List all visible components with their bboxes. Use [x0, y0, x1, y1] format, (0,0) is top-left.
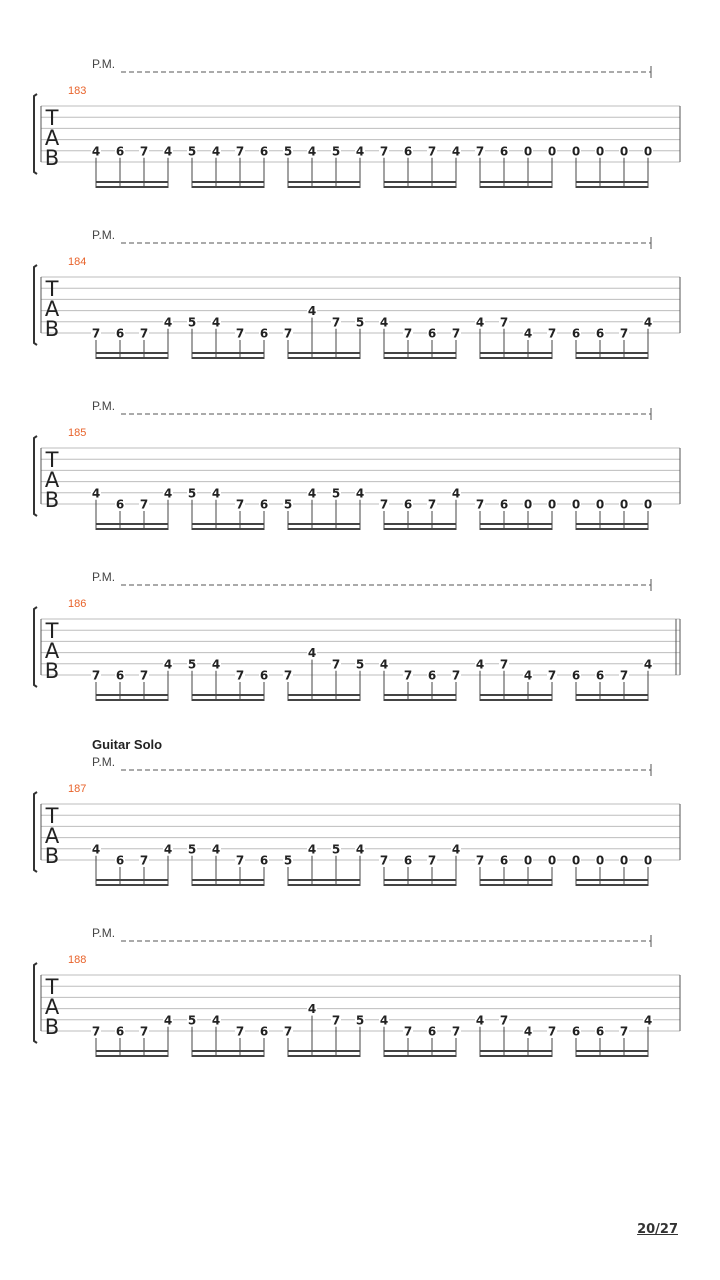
beam [288, 884, 360, 886]
fret-number: 6 [427, 326, 437, 341]
palm-mute-label: P.M. [92, 228, 116, 242]
fret-number: 4 [307, 646, 317, 661]
beam [288, 528, 360, 530]
fret-number: 4 [451, 842, 461, 857]
fret-number: 4 [355, 842, 365, 857]
palm-mute-label: P.M. [92, 57, 116, 71]
beam [288, 879, 360, 881]
fret-number: 7 [619, 668, 629, 683]
fret-number: 7 [235, 326, 245, 341]
beam [384, 1050, 456, 1052]
fret-number: 4 [211, 144, 221, 159]
fret-number: 4 [91, 486, 101, 501]
tab-clef-letter: A [44, 639, 60, 663]
beam [576, 357, 648, 359]
beam [288, 699, 360, 701]
beam [96, 528, 168, 530]
beam [192, 186, 264, 188]
fret-number: 4 [451, 486, 461, 501]
beam [96, 879, 168, 881]
beam [96, 699, 168, 701]
fret-number: 6 [499, 853, 509, 868]
fret-number: 7 [547, 668, 557, 683]
fret-number: 4 [163, 657, 173, 672]
tab-clef-letter: A [44, 297, 60, 321]
fret-number: 0 [595, 144, 605, 159]
fret-number: 7 [427, 144, 437, 159]
beam [480, 181, 552, 183]
beam [384, 699, 456, 701]
fret-number: 5 [187, 315, 197, 330]
fret-number: 0 [547, 853, 557, 868]
fret-number: 7 [283, 668, 293, 683]
fret-number: 7 [619, 1024, 629, 1039]
beam [576, 1050, 648, 1052]
tab-system [34, 57, 680, 188]
tab-clef-letter: B [44, 659, 60, 683]
beam [96, 1050, 168, 1052]
beam [192, 884, 264, 886]
fret-number: 0 [571, 497, 581, 512]
tab-system [34, 570, 680, 701]
beam [384, 523, 456, 525]
beam [288, 181, 360, 183]
fret-number: 4 [307, 144, 317, 159]
beam [480, 352, 552, 354]
fret-number: 0 [619, 497, 629, 512]
measure-number: 188 [68, 954, 87, 966]
fret-number: 4 [211, 657, 221, 672]
fret-number: 7 [403, 1024, 413, 1039]
fret-number: 4 [211, 486, 221, 501]
fret-number: 4 [475, 315, 485, 330]
fret-number: 0 [523, 853, 533, 868]
fret-number: 7 [475, 144, 485, 159]
fret-number: 7 [379, 853, 389, 868]
fret-number: 6 [259, 497, 269, 512]
fret-number: 6 [115, 1024, 125, 1039]
fret-number: 7 [235, 1024, 245, 1039]
fret-number: 7 [235, 853, 245, 868]
system-bracket [34, 436, 37, 516]
beam [96, 523, 168, 525]
fret-number: 4 [211, 315, 221, 330]
fret-number: 6 [595, 326, 605, 341]
fret-number: 0 [619, 853, 629, 868]
fret-number: 7 [235, 497, 245, 512]
fret-number: 7 [139, 326, 149, 341]
tab-clef-letter: B [44, 1015, 60, 1039]
fret-number: 6 [571, 326, 581, 341]
beam [96, 884, 168, 886]
fret-number: 6 [403, 497, 413, 512]
palm-mute-label: P.M. [92, 399, 116, 413]
beam [480, 694, 552, 696]
fret-number: 6 [115, 853, 125, 868]
beam [96, 1055, 168, 1057]
fret-number: 5 [355, 1013, 365, 1028]
fret-number: 5 [331, 144, 341, 159]
tab-clef-letter: T [45, 448, 59, 472]
beam [576, 884, 648, 886]
fret-number: 5 [187, 842, 197, 857]
beam [480, 884, 552, 886]
fret-number: 4 [211, 1013, 221, 1028]
fret-number: 7 [499, 1013, 509, 1028]
beam [576, 699, 648, 701]
fret-number: 5 [283, 497, 293, 512]
fret-number: 0 [571, 853, 581, 868]
fret-number: 7 [91, 1024, 101, 1039]
tab-clef-letter: B [44, 844, 60, 868]
fret-number: 6 [115, 668, 125, 683]
measure-number: 185 [68, 427, 87, 439]
fret-number: 4 [475, 657, 485, 672]
fret-number: 7 [403, 326, 413, 341]
beam [384, 186, 456, 188]
fret-number: 4 [91, 842, 101, 857]
beam [288, 694, 360, 696]
fret-number: 5 [331, 486, 341, 501]
beam [480, 1050, 552, 1052]
fret-number: 0 [595, 853, 605, 868]
fret-number: 7 [451, 1024, 461, 1039]
fret-number: 4 [163, 144, 173, 159]
fret-number: 4 [307, 842, 317, 857]
tab-clef-letter: A [44, 468, 60, 492]
fret-number: 7 [379, 497, 389, 512]
fret-number: 7 [499, 315, 509, 330]
fret-number: 7 [331, 657, 341, 672]
fret-number: 7 [475, 497, 485, 512]
beam [288, 186, 360, 188]
beam [96, 694, 168, 696]
fret-number: 7 [235, 144, 245, 159]
beam [384, 884, 456, 886]
page-number: 20/27 [637, 1222, 678, 1237]
beam [192, 352, 264, 354]
fret-number: 6 [427, 668, 437, 683]
beam [192, 528, 264, 530]
beam [192, 694, 264, 696]
fret-number: 6 [403, 853, 413, 868]
fret-number: 5 [355, 657, 365, 672]
beam [480, 1055, 552, 1057]
fret-number: 7 [547, 326, 557, 341]
fret-number: 4 [643, 315, 653, 330]
tab-clef-letter: A [44, 995, 60, 1019]
beam [288, 1055, 360, 1057]
beam [384, 694, 456, 696]
beam [384, 1055, 456, 1057]
beam [192, 1050, 264, 1052]
beam [192, 699, 264, 701]
beam [96, 352, 168, 354]
fret-number: 7 [91, 326, 101, 341]
fret-number: 7 [427, 497, 437, 512]
fret-number: 4 [379, 315, 389, 330]
fret-number: 4 [211, 842, 221, 857]
tab-clef-letter: T [45, 277, 59, 301]
fret-number: 7 [451, 668, 461, 683]
fret-number: 5 [187, 486, 197, 501]
measure-number: 183 [68, 85, 87, 97]
tab-clef-letter: T [45, 619, 59, 643]
fret-number: 4 [643, 657, 653, 672]
fret-number: 6 [115, 144, 125, 159]
measure-number: 186 [68, 598, 87, 610]
beam [192, 181, 264, 183]
fret-number: 7 [283, 1024, 293, 1039]
fret-number: 6 [115, 326, 125, 341]
fret-number: 7 [139, 1024, 149, 1039]
beam [576, 528, 648, 530]
beam [192, 357, 264, 359]
fret-number: 4 [307, 1002, 317, 1017]
fret-number: 6 [499, 497, 509, 512]
fret-number: 6 [595, 668, 605, 683]
fret-number: 4 [91, 144, 101, 159]
system-bracket [34, 607, 37, 687]
fret-number: 6 [259, 853, 269, 868]
beam [192, 1055, 264, 1057]
tab-clef-letter: B [44, 488, 60, 512]
beam [288, 357, 360, 359]
beam [576, 879, 648, 881]
beam [192, 879, 264, 881]
fret-number: 4 [379, 657, 389, 672]
fret-number: 7 [475, 853, 485, 868]
fret-number: 4 [163, 1013, 173, 1028]
tab-system [34, 926, 680, 1057]
section-title: Guitar Solo [92, 737, 163, 752]
beam [576, 523, 648, 525]
fret-number: 0 [619, 144, 629, 159]
fret-number: 7 [283, 326, 293, 341]
fret-number: 4 [163, 315, 173, 330]
system-bracket [34, 94, 37, 174]
fret-number: 4 [163, 486, 173, 501]
tab-clef-letter: T [45, 106, 59, 130]
beam [576, 352, 648, 354]
fret-number: 6 [403, 144, 413, 159]
fret-number: 6 [115, 497, 125, 512]
beam [384, 528, 456, 530]
beam [288, 1050, 360, 1052]
system-bracket [34, 963, 37, 1043]
fret-number: 0 [547, 497, 557, 512]
fret-number: 7 [139, 144, 149, 159]
fret-number: 4 [355, 486, 365, 501]
tab-clef-letter: A [44, 824, 60, 848]
fret-number: 0 [523, 144, 533, 159]
beam [384, 879, 456, 881]
fret-number: 7 [139, 668, 149, 683]
fret-number: 6 [259, 1024, 269, 1039]
fret-number: 6 [259, 144, 269, 159]
fret-number: 6 [427, 1024, 437, 1039]
fret-number: 0 [547, 144, 557, 159]
fret-number: 0 [523, 497, 533, 512]
fret-number: 6 [595, 1024, 605, 1039]
fret-number: 4 [355, 144, 365, 159]
fret-number: 4 [523, 1024, 533, 1039]
beam [480, 528, 552, 530]
fret-number: 0 [643, 144, 653, 159]
fret-number: 4 [163, 842, 173, 857]
beam [480, 699, 552, 701]
beam [480, 186, 552, 188]
fret-number: 6 [571, 1024, 581, 1039]
fret-number: 5 [187, 657, 197, 672]
tab-system [34, 399, 680, 530]
fret-number: 7 [547, 1024, 557, 1039]
tab-system [34, 737, 680, 886]
beam [192, 523, 264, 525]
beam [96, 357, 168, 359]
measure-number: 187 [68, 783, 87, 795]
fret-number: 5 [331, 842, 341, 857]
fret-number: 6 [259, 326, 269, 341]
fret-number: 4 [523, 668, 533, 683]
palm-mute-label: P.M. [92, 570, 116, 584]
fret-number: 7 [235, 668, 245, 683]
fret-number: 5 [187, 144, 197, 159]
fret-number: 7 [451, 326, 461, 341]
fret-number: 4 [307, 486, 317, 501]
fret-number: 6 [499, 144, 509, 159]
fret-number: 0 [571, 144, 581, 159]
fret-number: 5 [283, 853, 293, 868]
fret-number: 4 [451, 144, 461, 159]
fret-number: 4 [643, 1013, 653, 1028]
tab-clef-letter: B [44, 317, 60, 341]
beam [480, 357, 552, 359]
fret-number: 0 [643, 853, 653, 868]
beam [480, 879, 552, 881]
fret-number: 7 [139, 853, 149, 868]
beam [384, 352, 456, 354]
fret-number: 4 [475, 1013, 485, 1028]
beam [576, 186, 648, 188]
fret-number: 7 [91, 668, 101, 683]
fret-number: 7 [499, 657, 509, 672]
fret-number: 5 [283, 144, 293, 159]
beam [480, 523, 552, 525]
fret-number: 5 [187, 1013, 197, 1028]
palm-mute-label: P.M. [92, 926, 116, 940]
beam [96, 181, 168, 183]
fret-number: 7 [403, 668, 413, 683]
fret-number: 4 [379, 1013, 389, 1028]
fret-number: 0 [595, 497, 605, 512]
beam [576, 694, 648, 696]
fret-number: 7 [379, 144, 389, 159]
tab-system [34, 228, 680, 359]
fret-number: 6 [571, 668, 581, 683]
fret-number: 7 [139, 497, 149, 512]
tab-clef-letter: A [44, 126, 60, 150]
beam [576, 181, 648, 183]
tab-clef-letter: B [44, 146, 60, 170]
beam [384, 181, 456, 183]
fret-number: 5 [355, 315, 365, 330]
beam [576, 1055, 648, 1057]
fret-number: 6 [259, 668, 269, 683]
fret-number: 4 [307, 304, 317, 319]
fret-number: 4 [523, 326, 533, 341]
beam [288, 523, 360, 525]
system-bracket [34, 792, 37, 872]
palm-mute-label: P.M. [92, 755, 116, 769]
beam [384, 357, 456, 359]
fret-number: 0 [643, 497, 653, 512]
system-bracket [34, 265, 37, 345]
fret-number: 7 [331, 315, 341, 330]
beam [96, 186, 168, 188]
tab-clef-letter: T [45, 975, 59, 999]
fret-number: 7 [427, 853, 437, 868]
tab-clef-letter: T [45, 804, 59, 828]
fret-number: 7 [331, 1013, 341, 1028]
measure-number: 184 [68, 256, 87, 268]
beam [288, 352, 360, 354]
fret-number: 7 [619, 326, 629, 341]
